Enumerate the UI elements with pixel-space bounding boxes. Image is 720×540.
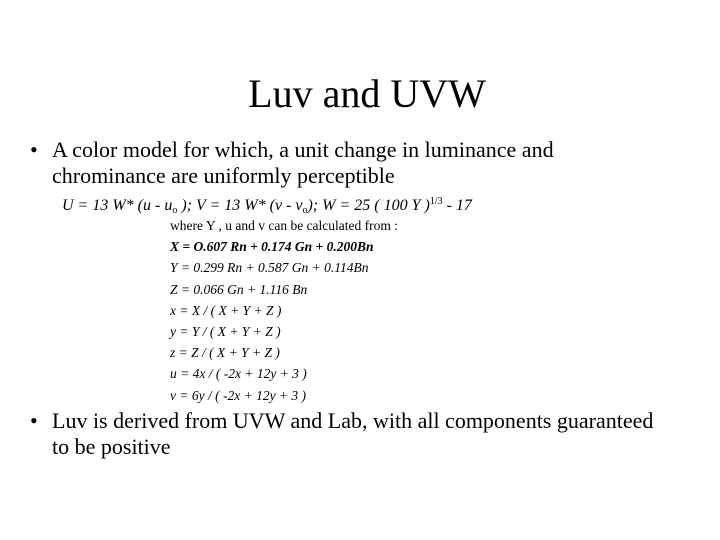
equation-block <box>170 215 398 406</box>
formula-subscript-u: o <box>172 205 178 216</box>
formula-part-v: ); V = 13 W* (v - v <box>177 197 303 214</box>
bullet-luv-derivation <box>30 408 670 460</box>
formula-part-w: ); W = 25 ( 100 Y ) <box>307 197 430 214</box>
bullet-color-model <box>30 137 670 189</box>
formula-exponent: 1/3 <box>429 196 443 207</box>
equation-u: u = 4x / ( -2x + 12y + 3 ) <box>170 366 307 382</box>
equation-small-x: x = X / ( X + Y + Z ) <box>170 302 282 318</box>
formula-part-u: U = 13 W* (u - u <box>62 197 173 214</box>
bullet-point-icon: • <box>30 137 38 162</box>
formula-part-end: - 17 <box>442 197 472 214</box>
equation-v: v = 6y / ( -2x + 12y + 3 ) <box>170 387 307 403</box>
equation-x: X = O.607 Rn + 0.174 Gn + 0.200Bn <box>170 239 374 255</box>
equation-small-y: y = Y / ( X + Y + Z ) <box>170 324 281 340</box>
bullet-text: Luv is derived from UVW and Lab, with all components guaranteed to be positive <box>52 408 654 459</box>
equation-small-z: z = Z / ( X + Y + Z ) <box>170 345 280 361</box>
bullet-point-icon: • <box>30 408 38 433</box>
slide-title: Luv and UVW <box>248 71 486 116</box>
equation-z: Z = 0.066 Gn + 1.116 Bn <box>170 281 308 297</box>
equation-y: Y = 0.299 Rn + 0.587 Gn + 0.114Bn <box>170 260 369 276</box>
equation-intro: where Y , u and v can be calculated from : <box>170 218 399 233</box>
formula-subscript-v: o <box>302 205 308 216</box>
bullet-text: A color model for which, a unit change in luminance and chrominance are uniformly perceptible <box>52 137 554 188</box>
